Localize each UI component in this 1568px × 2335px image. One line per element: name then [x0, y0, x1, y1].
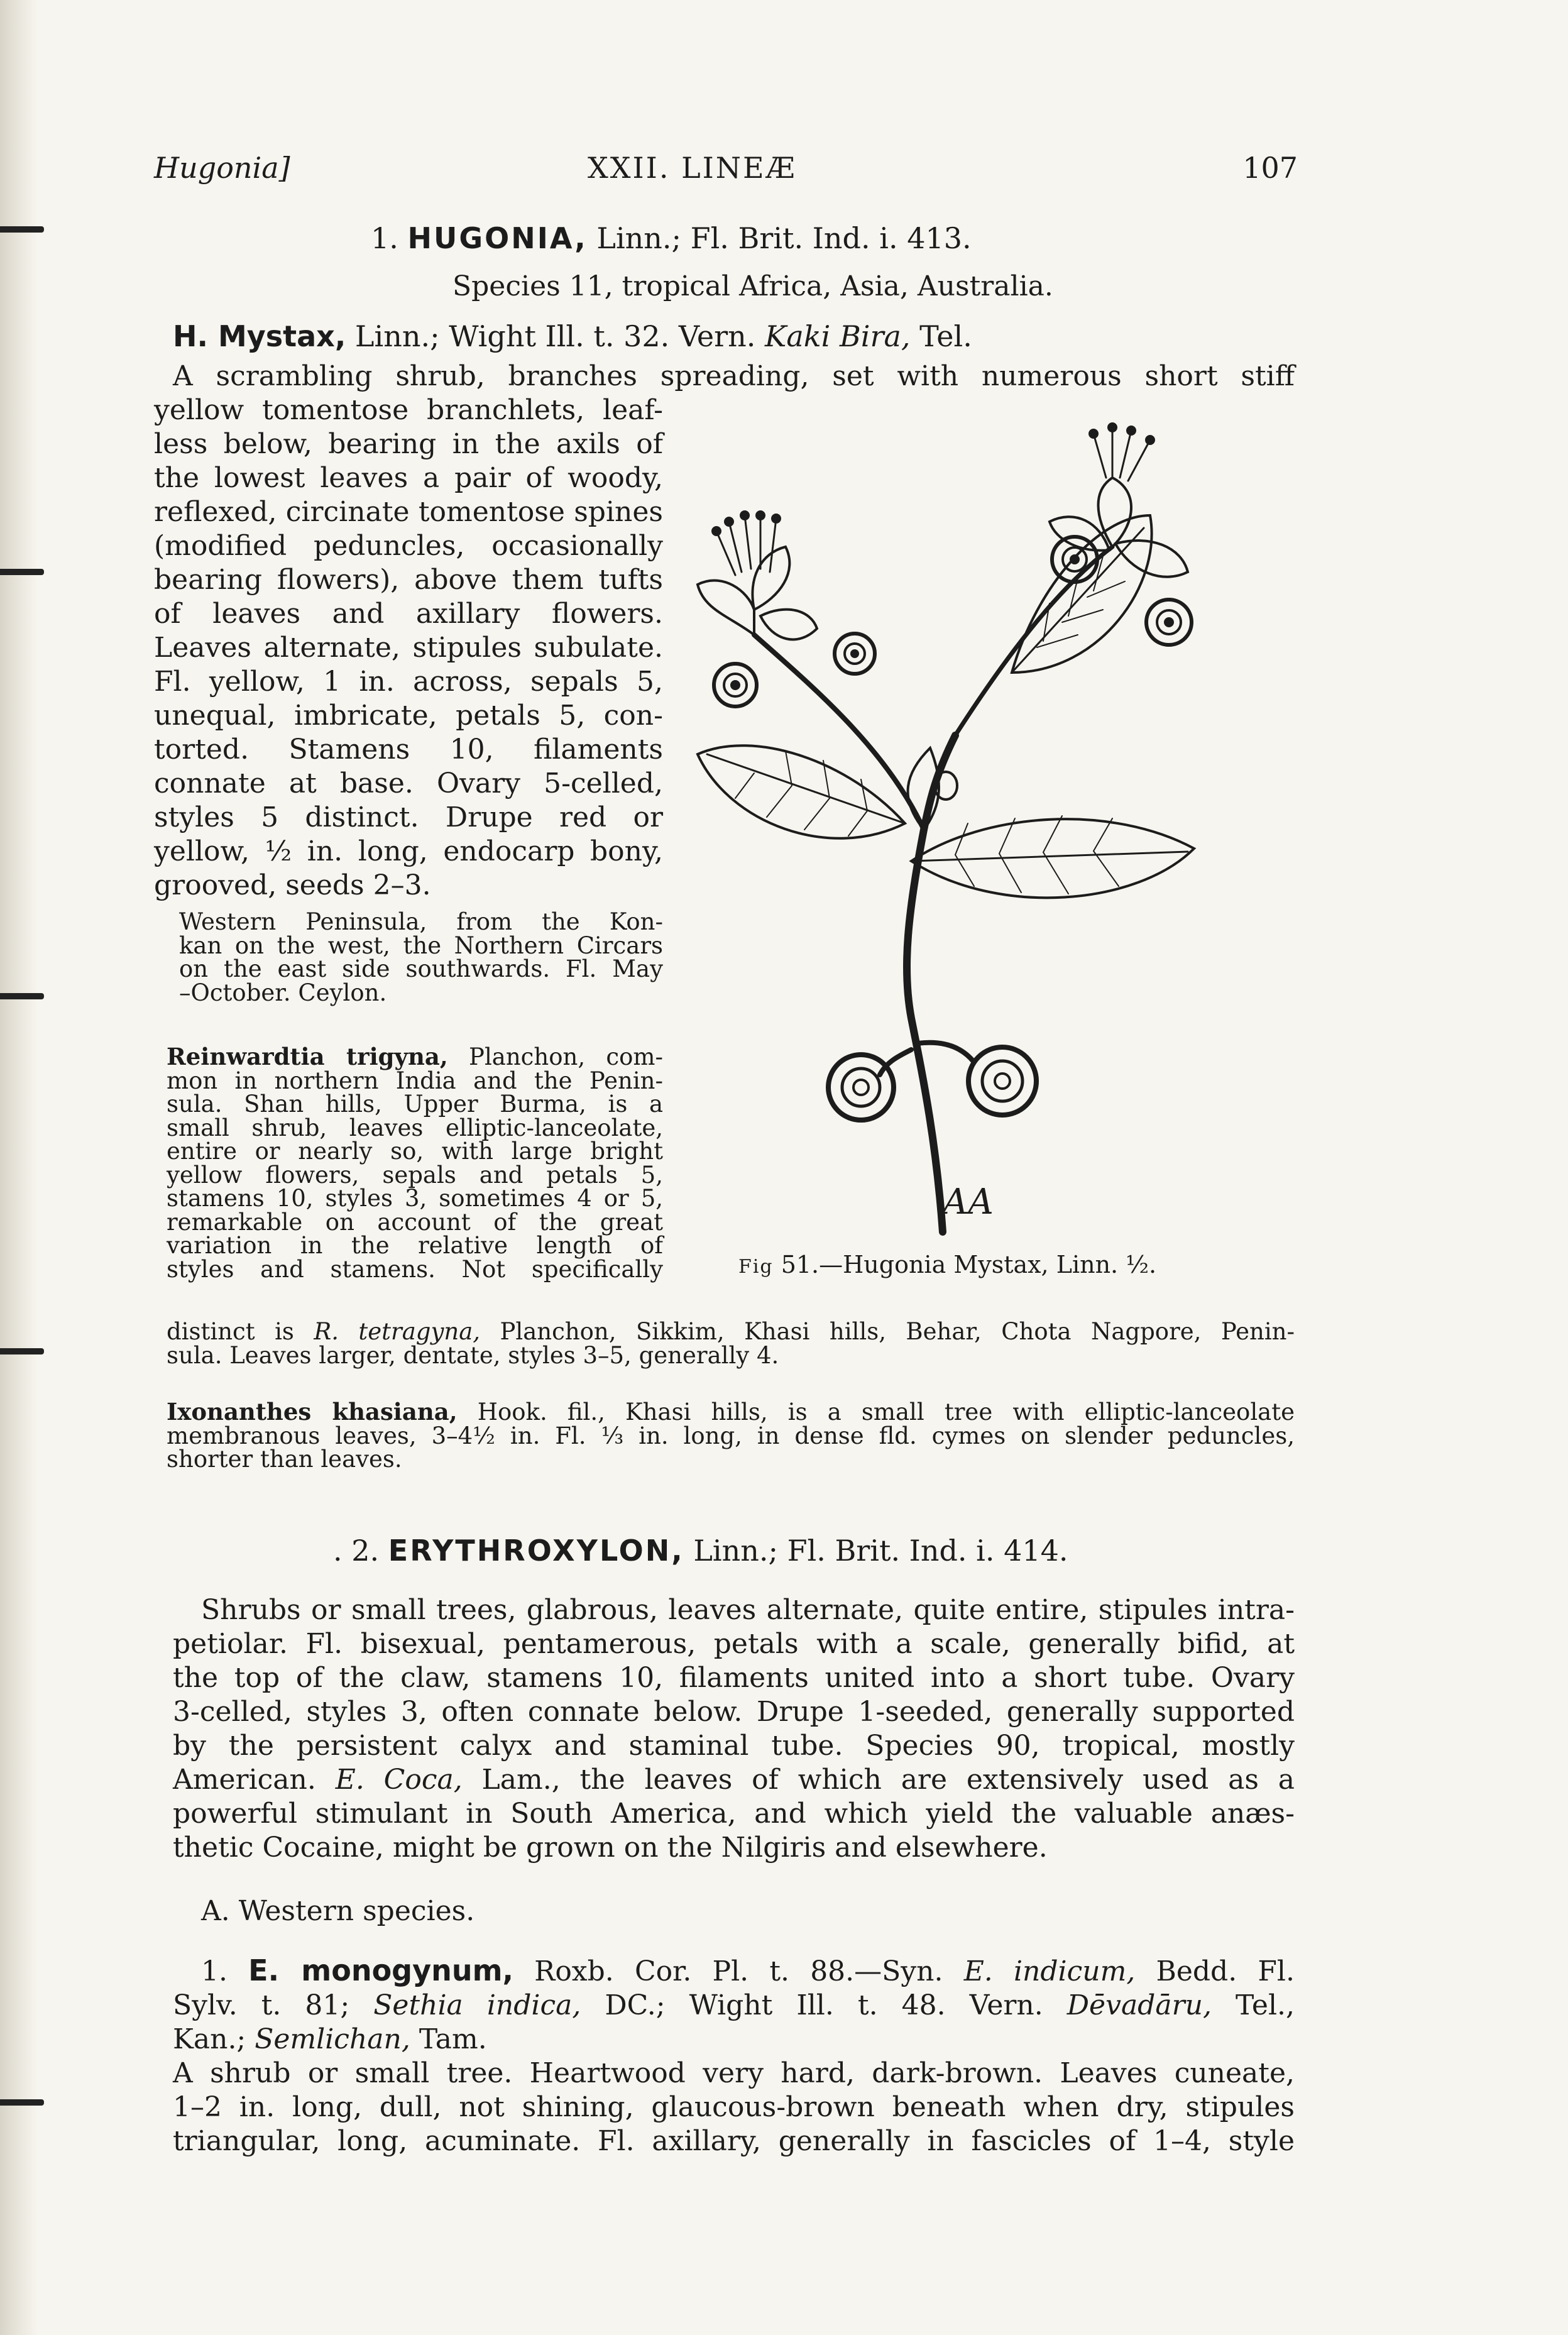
mystax-description: yellow tomentose branchlets, leaf- less below, bearing in the axils of the lowest leaves a pair of woody, reflexed, circinate tomentose spines (modified peduncles, occasionally bearing flowers), above them tufts of leaves and axillary flowers. Leaves alternate, stipules subulate. Fl. yellow, 1 in. across, sepals 5, unequal, imbricate, petals 5, con- torted. Stamens 10, filaments connate at base. Ovary 5-celled, styles 5 distinct. Drupe red or yellow, ½ in. long, endocarp bony, grooved, seeds 2–3. — [154, 394, 663, 901]
binding-edge — [0, 0, 38, 2335]
species-entry-monogynum: 1. E. monogynum, Roxb. Cor. Pl. t. 88.—Syn. E. indicum, Bedd. Fl. Sylv. t. 81; Sethia indica, DC.; Wight Ill. t. 48. Vern. Dēvadāru, Tel., Kan.; Semlichan, Tam. A shrub or small tree. Heartwood very hard, dark-brown. Leaves cuneate, 1–2 in. long, dull, not shining, glaucous-brown beneath when dry, stipules triangular, long, acuminate. Fl. axillary, generally in fascicles of 1–4, style — [173, 1953, 1295, 2157]
leaf — [698, 745, 905, 838]
hugonia-illustration — [660, 421, 1213, 1238]
mystax-description-line: A scrambling shrub, branches spreading, set with numerous short stiff — [173, 360, 1295, 392]
binding-mark — [0, 569, 44, 575]
figure-caption: Fig 51.—Hugonia Mystax, Linn. ½. — [738, 1251, 1157, 1278]
engraver-initials: AA — [943, 1182, 994, 1222]
binding-mark — [0, 226, 44, 233]
circinate-spine — [1146, 600, 1192, 645]
circinate-spine — [828, 1055, 894, 1120]
reinwardtia-tetragyna-line: distinct is R. tetragyna, Planchon, Sikkim, Khasi hills, Behar, Chota Nagpore, Penin- — [167, 1318, 1295, 1345]
circinate-spine — [714, 664, 757, 706]
mystax-distribution: Western Peninsula, from the Kon- kan on the west, the Northern Circars on the east side southwards. Fl. May –October. Ceylon. — [179, 908, 663, 1006]
circinate-spine — [968, 1047, 1036, 1115]
subheading-western-species: A. Western species. — [201, 1895, 475, 1927]
section-title: XXII. LINEÆ — [588, 151, 797, 185]
ixonanthes-note: Ixonanthes khasiana, Hook. fil., Khasi hills, is a small tree with elliptic-lanceolate membranous leaves, 3–4½ in. Fl. ⅓ in. long, in dense fld. cymes on slender peduncles, shorter than leaves. — [167, 1398, 1295, 1473]
circinate-spine — [1052, 537, 1097, 582]
flower — [1050, 424, 1188, 577]
species-count: Species 11, tropical Africa, Asia, Australia. — [452, 270, 1053, 302]
species-heading-mystax: H. Mystax, Linn.; Wight Ill. t. 32. Vern. Kaki Bira, Tel. — [173, 319, 972, 353]
genus-heading-erythroxylon: . 2. ERYTHROXYLON, Linn.; Fl. Brit. Ind. i. 414. — [333, 1534, 1068, 1568]
reinwardtia-last-line: sula. Leaves larger, dentate, styles 3–5, generally 4. — [167, 1342, 779, 1369]
binding-mark — [0, 2099, 44, 2106]
leaf — [911, 819, 1194, 898]
genus-heading-hugonia: 1. HUGONIA, Linn.; Fl. Brit. Ind. i. 413. — [371, 221, 972, 255]
binding-mark — [0, 1348, 44, 1354]
page-number: 107 — [1242, 151, 1298, 185]
running-header — [154, 151, 1298, 195]
reinwardtia-note: Reinwardtia trigyna, Planchon, com- mon in northern India and the Penin- sula. Shan hills, Upper Burma, is a small shrub, leaves elliptic-lanceolate, entire or nearly so, with large bright yellow flowers, sepals and petals 5, stamens 10, styles 3, sometimes 4 or 5, remarkable on account of the great variation in the relative length of styles and stamens. Not specifically — [167, 1043, 663, 1283]
flower — [698, 512, 817, 639]
running-head: Hugonia] — [154, 151, 290, 185]
binding-mark — [0, 993, 44, 999]
erythroxylon-description: Shrubs or small trees, glabrous, leaves alternate, quite entire, stipules intra- petiolar. Fl. bisexual, pentamerous, petals with a scale, generally bifid, at the top of the claw, stamens 10, filaments united into a short tube. Ovary 3-celled, styles 3, often connate below. Drupe 1-seeded, generally supported by the persistent calyx and staminal tube. Species 90, tropical, mostly American. E. Coca, Lam., the leaves of which are extensively used as a powerful stimulant in South America, and which yield the valuable anæs- thetic Cocaine, might be grown on the Nilgiris and elsewhere. — [173, 1594, 1295, 1864]
circinate-spine — [835, 634, 875, 674]
